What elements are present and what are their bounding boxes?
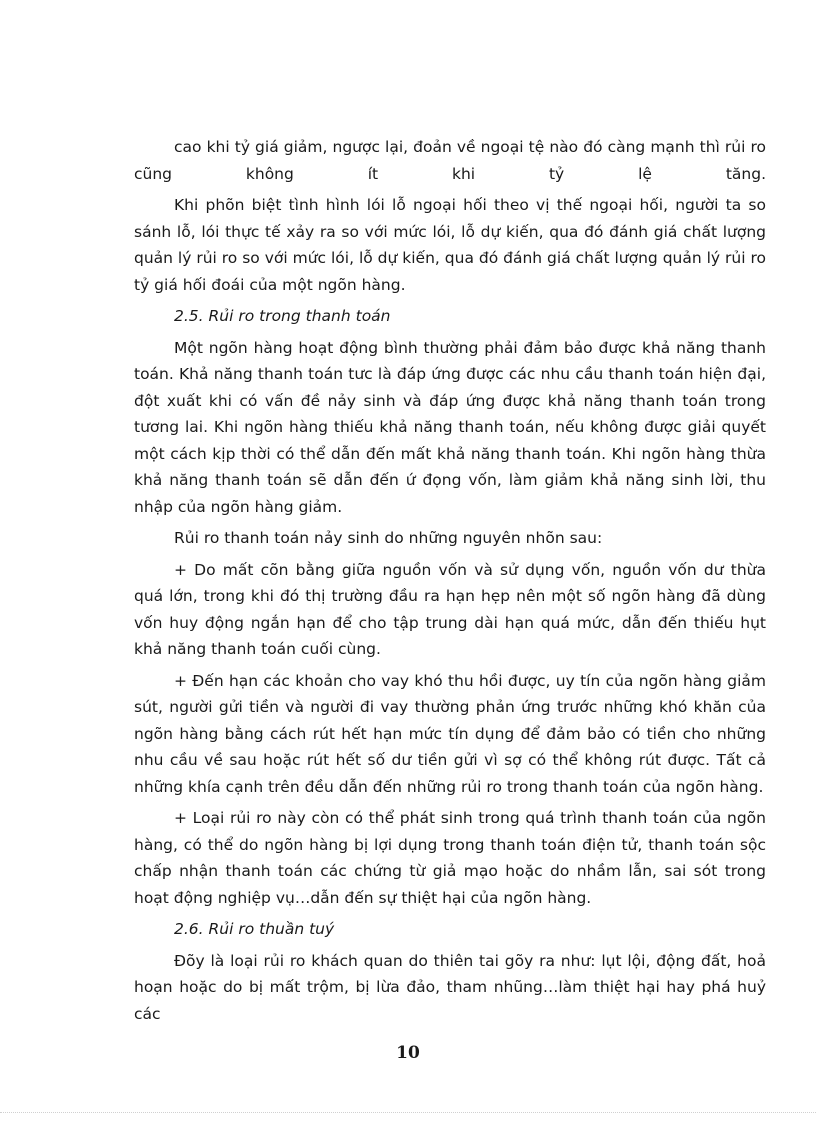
page-body <box>134 134 766 1032</box>
paragraph-cause-fraud: + Loại rủi ro này còn có thể phát sinh trong quá trình thanh toán của ngõn hàng, có thể do ngõn hàng bị lợi dụng trong thanh toán điện tử, thanh toán sộc chấp nhận thanh toán các chứng từ giả mạo hoặc do nhầm lẫn, sai sót trong hoạt động nghiệp vụ…dẫn đến sự thiệt hại của ngõn hàng. <box>134 809 766 907</box>
paragraph-pure-risk: Đõy là loại rủi ro khách quan do thiên tai gõy ra như: lụt lội, động đất, hoả hoạn hoặc do bị mất trộm, bị lừa đảo, tham nhũng…làm thiệt hại hay phá huỷ các <box>134 951 766 1023</box>
page-bottom-divider <box>0 1112 816 1113</box>
section-heading-pure-risk: 2.6. Rủi ro thuần tuý <box>174 920 335 938</box>
paragraph-causes-intro: Rủi ro thanh toán nảy sinh do những nguyên nhõn sau: <box>174 529 603 547</box>
section-heading-payment-risk: 2.5. Rủi ro trong thanh toán <box>174 307 391 325</box>
paragraph-fx-risk-continued: cao khi tỷ giá giảm, ngược lại, đoản về ngoại tệ nào đó càng mạnh thì rủi ro cũng không ít khi tỷ lệ tăng. <box>134 138 766 183</box>
paragraph-fx-profit-loss: Khi phõn biệt tình hình lói lỗ ngoại hối theo vị thế ngoại hối, người ta so sánh lỗ, lói thực tế xảy ra so với mức lói, lỗ dự kiến, qua đó đánh giá chất lượng quản lý rủi ro so với mức lói, lỗ dự kiến, qua đó đánh giá chất lượng quản lý rủi ro tỷ giá hối đoái của một ngõn hàng. <box>134 196 766 294</box>
paragraph-liquidity: Một ngõn hàng hoạt động bình thường phải đảm bảo được khả năng thanh toán. Khả năng thanh toán tưc là đáp ứng được các nhu cầu thanh toán hiện đại, đột xuất khi có vấn đề nảy sinh và đáp ứng được khả năng thanh toán trong tương lai. Khi ngõn hàng thiếu khả năng thanh toán, nếu không được giải quyết một cách kịp thời có thể dẫn đến mất khả năng thanh toán. Khi ngõn hàng thừa khả năng thanh toán sẽ dẫn đến ứ đọng vốn, làm giảm khả năng sinh lời, thu nhập của ngõn hàng giảm. <box>134 338 766 516</box>
paragraph-cause-bad-loans: + Đến hạn các khoản cho vay khó thu hồi được, uy tín của ngõn hàng giảm sút, người gửi tiền và người đi vay thường phản ứng trước những khó khăn của ngõn hàng bằng cách rút hết hạn mức tín dụng để đảm bảo có tiền cho những nhu cầu về sau hoặc rút hết số dư tiền gửi vì sợ có thể không rút được. Tất cả những khía cạnh trên đều dẫn đến những rủi ro trong thanh toán của ngõn hàng. <box>134 671 766 796</box>
paragraph-cause-imbalance: + Do mất cõn bằng giữa nguồn vốn và sử dụng vốn, nguồn vốn dư thừa quá lớn, trong khi đó thị trường đầu ra hạn hẹp nên một số ngõn hàng đã dùng vốn huy động ngắn hạn để cho tập trung dài hạn quá mức, dẫn đến thiếu hụt khả năng thanh toán cuối cùng. <box>134 560 766 658</box>
page-number: 10 <box>396 1043 420 1063</box>
